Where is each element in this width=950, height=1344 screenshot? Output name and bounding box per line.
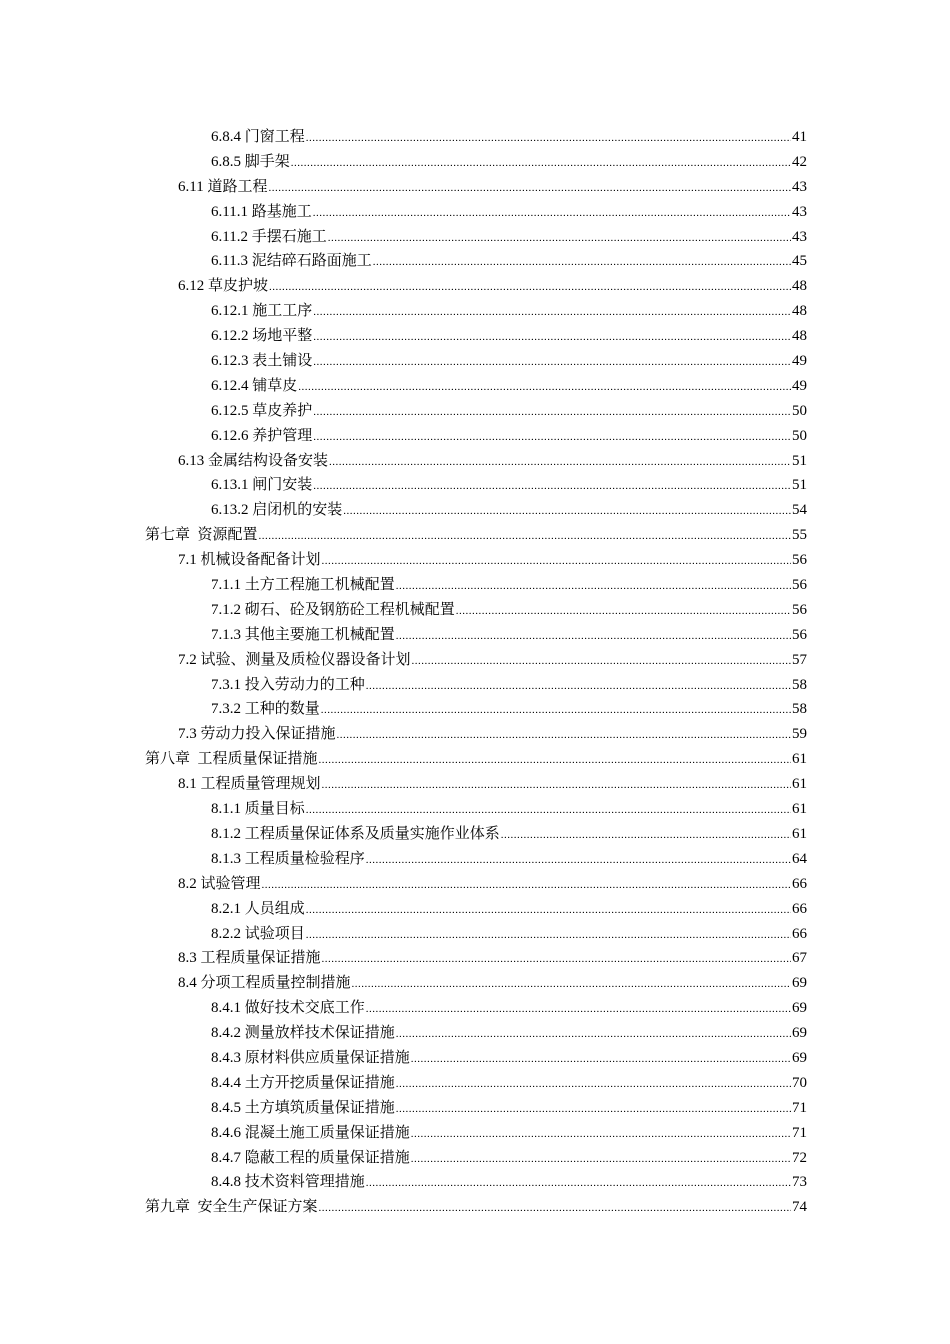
toc-entry-title: 第九章 安全生产保证方案 <box>145 1199 318 1216</box>
toc-entry-page-number: 59 <box>792 726 807 743</box>
toc-entry[interactable] <box>0 946 807 971</box>
toc-entry-page-number: 56 <box>792 601 807 618</box>
toc-entry-page-number: 61 <box>792 801 807 818</box>
dot-leader <box>328 226 791 251</box>
dot-leader <box>373 250 791 275</box>
dot-leader <box>313 425 791 450</box>
toc-entry-page-number: 69 <box>792 1000 807 1017</box>
toc-entry[interactable] <box>0 847 807 872</box>
toc-entry-title: 6.13 金属结构设备安装 <box>178 452 329 469</box>
dot-leader <box>313 474 791 499</box>
toc-entry[interactable] <box>0 125 807 150</box>
toc-entry-title: 6.11.1 路基施工 <box>211 203 312 220</box>
toc-entry-title: 8.4.1 做好技术交底工作 <box>211 1000 365 1017</box>
toc-entry-title: 6.12.3 表土铺设 <box>211 353 313 370</box>
toc-entry[interactable] <box>0 722 807 747</box>
toc-entry-page-number: 61 <box>792 776 807 793</box>
toc-entry-page-number: 66 <box>792 925 807 942</box>
toc-entry-page-number: 45 <box>792 253 807 270</box>
toc-entry-title: 8.2.2 试验项目 <box>211 925 305 942</box>
toc-entry[interactable] <box>0 1021 807 1046</box>
toc-entry-page-number: 66 <box>792 900 807 917</box>
dot-leader <box>396 1097 791 1122</box>
dot-leader <box>411 1147 791 1172</box>
dot-leader <box>269 275 791 300</box>
toc-entry[interactable] <box>0 922 807 947</box>
toc-entry[interactable] <box>0 697 807 722</box>
toc-entry-page-number: 49 <box>792 353 807 370</box>
toc-entry[interactable] <box>0 971 807 996</box>
toc-entry-title: 6.12.2 场地平整 <box>211 328 313 345</box>
toc-entry-page-number: 73 <box>792 1174 807 1191</box>
toc-entry-title: 8.2 试验管理 <box>178 875 261 892</box>
dot-leader <box>319 1196 791 1221</box>
toc-entry-title: 6.12.4 铺草皮 <box>211 377 298 394</box>
toc-entry[interactable] <box>0 872 807 897</box>
dot-leader <box>313 201 791 226</box>
toc-entry-page-number: 51 <box>792 477 807 494</box>
toc-entry-page-number: 69 <box>792 1025 807 1042</box>
toc-entry-title: 7.3.1 投入劳动力的工种 <box>211 676 365 693</box>
toc-entry-title: 第七章 资源配置 <box>145 527 258 544</box>
toc-entry-title: 8.1.3 工程质量检验程序 <box>211 850 365 867</box>
toc-entry-page-number: 70 <box>792 1074 807 1091</box>
toc-entry[interactable] <box>0 299 807 324</box>
toc-entry[interactable] <box>0 498 807 523</box>
toc-entry-page-number: 66 <box>792 875 807 892</box>
dot-leader <box>343 499 791 524</box>
toc-entry[interactable] <box>0 523 807 548</box>
toc-entry[interactable] <box>0 897 807 922</box>
toc-entry-title: 7.3 劳动力投入保证措施 <box>178 726 336 743</box>
toc-entry-title: 6.12.5 草皮养护 <box>211 402 313 419</box>
toc-entry-page-number: 71 <box>792 1124 807 1141</box>
toc-entry-page-number: 42 <box>792 153 807 170</box>
toc-entry-title: 8.4.7 隐蔽工程的质量保证措施 <box>211 1149 410 1166</box>
toc-entry[interactable] <box>0 424 807 449</box>
dot-leader <box>352 972 791 997</box>
toc-entry-page-number: 54 <box>792 502 807 519</box>
dot-leader <box>396 574 791 599</box>
toc-entry-page-number: 51 <box>792 452 807 469</box>
toc-entry-page-number: 71 <box>792 1099 807 1116</box>
dot-leader <box>319 748 791 773</box>
dot-leader <box>306 798 791 823</box>
toc-entry-page-number: 69 <box>792 975 807 992</box>
dot-leader <box>291 151 791 176</box>
dot-leader <box>313 325 791 350</box>
toc-entry[interactable] <box>0 374 807 399</box>
toc-entry-page-number: 41 <box>792 129 807 145</box>
dot-leader <box>306 898 791 923</box>
toc-entry[interactable] <box>0 449 807 474</box>
toc-entry-title: 7.1.3 其他主要施工机械配置 <box>211 626 395 643</box>
toc-entry-page-number: 61 <box>792 751 807 768</box>
toc-entry-title: 7.1.1 土方工程施工机械配置 <box>211 577 395 594</box>
toc-entry[interactable] <box>0 623 807 648</box>
toc-entry-title: 6.12 草皮护坡 <box>178 278 269 295</box>
toc-entry[interactable] <box>0 274 807 299</box>
dot-leader <box>313 300 791 325</box>
toc-entry[interactable] <box>0 1195 807 1220</box>
dot-leader <box>456 599 791 624</box>
toc-entry-page-number: 57 <box>792 651 807 668</box>
toc-entry[interactable] <box>0 673 807 698</box>
toc-entry-title: 8.4.8 技术资料管理措施 <box>211 1174 365 1191</box>
toc-entry-title: 6.13.1 闸门安装 <box>211 477 313 494</box>
toc-entry-title: 7.1 机械设备配备计划 <box>178 552 321 569</box>
toc-entry[interactable] <box>0 548 807 573</box>
dot-leader <box>262 873 791 898</box>
toc-entry-title: 8.1.1 质量目标 <box>211 801 305 818</box>
toc-entry-page-number: 48 <box>792 278 807 295</box>
toc-entry-page-number: 43 <box>792 203 807 220</box>
dot-leader <box>366 848 791 873</box>
toc-entry-title: 8.4.2 测量放样技术保证措施 <box>211 1025 395 1042</box>
toc-entry[interactable] <box>0 772 807 797</box>
toc-entry-page-number: 48 <box>792 303 807 320</box>
toc-entry[interactable] <box>0 648 807 673</box>
toc-entry-title: 6.12.6 养护管理 <box>211 427 313 444</box>
toc-entry[interactable] <box>0 225 807 250</box>
toc-entry-title: 8.1.2 工程质量保证体系及质量实施作业体系 <box>211 825 500 842</box>
toc-entry[interactable] <box>0 324 807 349</box>
toc-entry-page-number: 69 <box>792 1049 807 1066</box>
dot-leader <box>337 723 791 748</box>
toc-entry-title: 8.4.4 土方开挖质量保证措施 <box>211 1074 395 1091</box>
toc-entry-title: 6.11.2 手摆石施工 <box>211 228 327 245</box>
toc-entry-page-number: 58 <box>792 676 807 693</box>
toc-entry-title: 7.2 试验、测量及质检仪器设备计划 <box>178 651 411 668</box>
toc-entry-page-number: 61 <box>792 825 807 842</box>
dot-leader <box>396 624 791 649</box>
toc-entry[interactable] <box>0 1096 807 1121</box>
dot-leader <box>259 524 791 549</box>
toc-entry-page-number: 56 <box>792 626 807 643</box>
dot-leader <box>329 450 791 475</box>
dot-leader <box>366 997 791 1022</box>
toc-entry[interactable] <box>0 1170 807 1195</box>
toc-entry-page-number: 50 <box>792 402 807 419</box>
toc-entry-title: 8.3 工程质量保证措施 <box>178 950 321 967</box>
dot-leader <box>396 1072 791 1097</box>
toc-entry-page-number: 74 <box>792 1199 807 1216</box>
toc-entry-page-number: 67 <box>792 950 807 967</box>
toc-entry-title: 6.8.4 门窗工程 <box>211 129 305 145</box>
toc-entry-page-number: 49 <box>792 377 807 394</box>
toc-entry-title: 8.4.5 土方填筑质量保证措施 <box>211 1099 395 1116</box>
toc-entry[interactable] <box>0 1046 807 1071</box>
dot-leader <box>268 176 791 201</box>
toc-entry[interactable] <box>0 399 807 424</box>
dot-leader <box>412 649 791 674</box>
table-of-contents <box>0 125 950 1220</box>
toc-entry[interactable] <box>0 249 807 274</box>
toc-entry-title: 6.13.2 启闭机的安装 <box>211 502 343 519</box>
toc-entry[interactable] <box>0 797 807 822</box>
toc-entry-page-number: 43 <box>792 228 807 245</box>
toc-entry[interactable] <box>0 1071 807 1096</box>
toc-entry-title: 8.4.3 原材料供应质量保证措施 <box>211 1049 410 1066</box>
toc-entry-title: 8.4 分项工程质量控制措施 <box>178 975 351 992</box>
toc-entry-title: 8.4.6 混凝土施工质量保证措施 <box>211 1124 410 1141</box>
toc-entry-page-number: 56 <box>792 552 807 569</box>
toc-entry-title: 7.1.2 砌石、砼及钢筋砼工程机械配置 <box>211 601 455 618</box>
toc-entry[interactable] <box>0 1121 807 1146</box>
dot-leader <box>313 350 791 375</box>
toc-entry-page-number: 43 <box>792 178 807 195</box>
toc-entry-page-number: 55 <box>792 527 807 544</box>
toc-entry-page-number: 72 <box>792 1149 807 1166</box>
toc-entry[interactable] <box>0 598 807 623</box>
toc-entry-title: 7.3.2 工种的数量 <box>211 701 320 718</box>
dot-leader <box>322 773 791 798</box>
toc-entry-page-number: 58 <box>792 701 807 718</box>
toc-entry[interactable] <box>0 175 807 200</box>
toc-entry-title: 8.2.1 人员组成 <box>211 900 305 917</box>
toc-entry[interactable] <box>0 349 807 374</box>
toc-entry[interactable] <box>0 473 807 498</box>
dot-leader <box>396 1022 791 1047</box>
toc-entry-page-number: 56 <box>792 577 807 594</box>
toc-entry[interactable] <box>0 996 807 1021</box>
toc-entry-title: 6.12.1 施工工序 <box>211 303 313 320</box>
toc-entry[interactable] <box>0 200 807 225</box>
toc-entry-page-number: 48 <box>792 328 807 345</box>
dot-leader <box>306 923 791 948</box>
dot-leader <box>298 375 791 400</box>
toc-entry-title: 8.1 工程质量管理规划 <box>178 776 321 793</box>
toc-entry[interactable] <box>0 573 807 598</box>
dot-leader <box>322 947 791 972</box>
dot-leader <box>366 674 791 699</box>
toc-entry[interactable] <box>0 1146 807 1171</box>
toc-entry[interactable] <box>0 747 807 772</box>
dot-leader <box>366 1171 791 1196</box>
toc-entry[interactable] <box>0 150 807 175</box>
dot-leader <box>411 1122 791 1147</box>
dot-leader <box>501 823 791 848</box>
toc-entry-title: 6.8.5 脚手架 <box>211 153 290 170</box>
toc-entry-title: 第八章 工程质量保证措施 <box>145 751 318 768</box>
toc-entry-page-number: 50 <box>792 427 807 444</box>
dot-leader <box>313 400 791 425</box>
toc-entry[interactable] <box>0 822 807 847</box>
toc-entry-title: 6.11 道路工程 <box>178 178 268 195</box>
toc-entry-title: 6.11.3 泥结碎石路面施工 <box>211 253 372 270</box>
toc-entry-page-number: 64 <box>792 850 807 867</box>
dot-leader <box>306 126 791 151</box>
dot-leader <box>322 549 791 574</box>
dot-leader <box>321 698 791 723</box>
dot-leader <box>411 1047 791 1072</box>
